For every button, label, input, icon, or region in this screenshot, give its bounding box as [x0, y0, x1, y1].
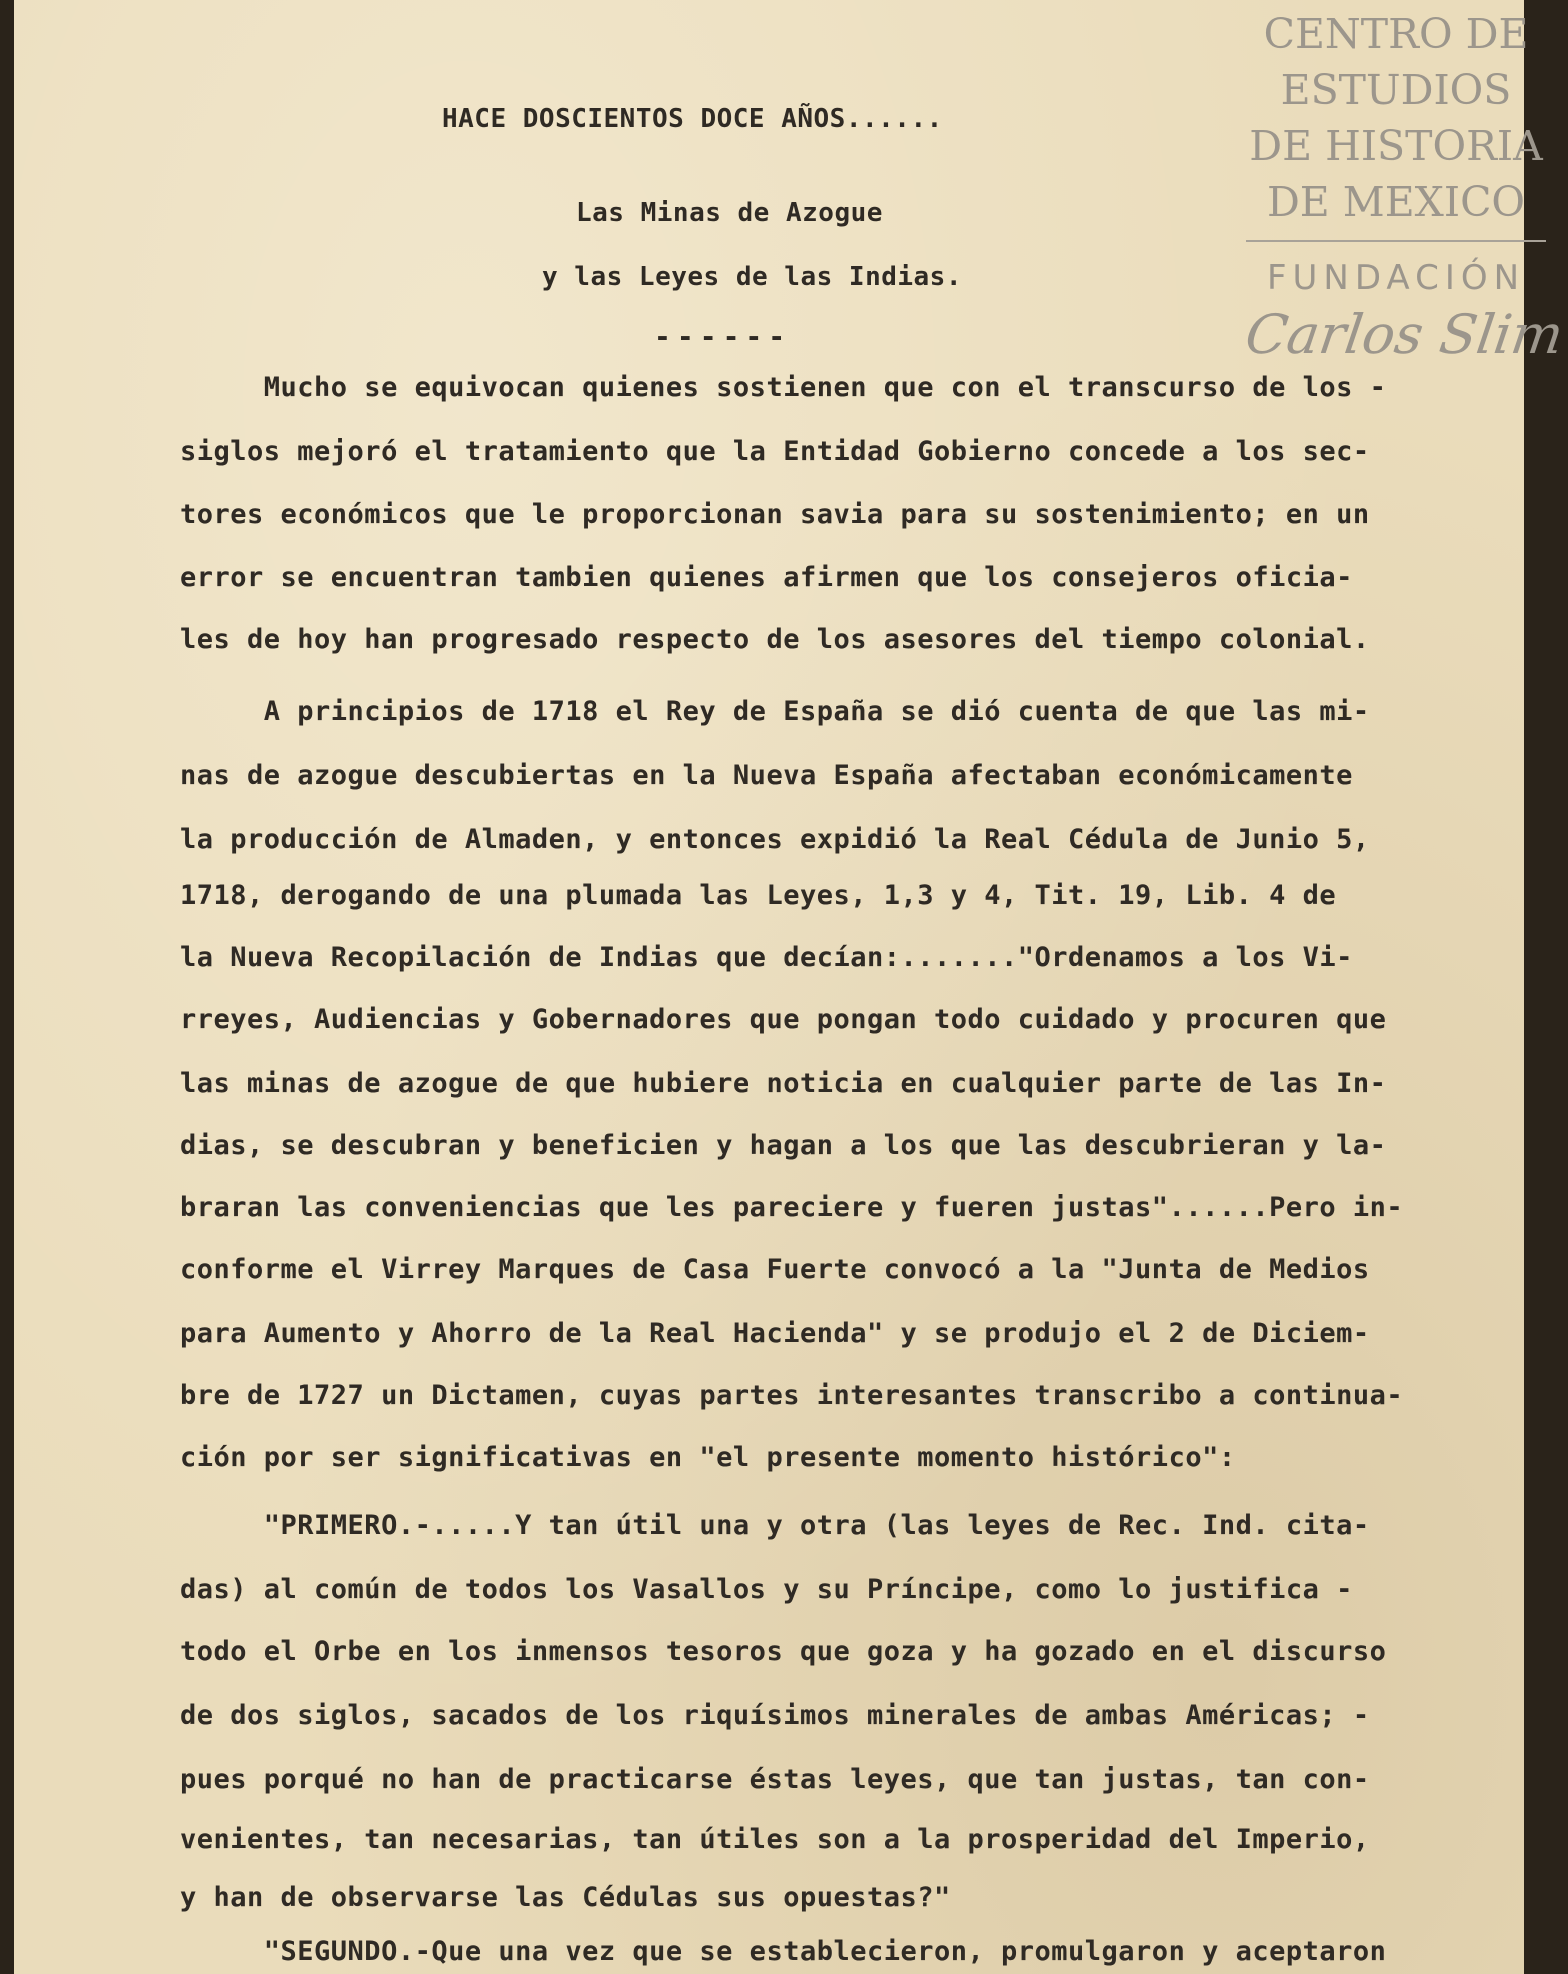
text-line: ción por ser significativas en "el presente momento histórico": [180, 1442, 1236, 1473]
text-line: 1718, derogando de una plumada las Leyes, 1,3 y 4, Tit. 19, Lib. 4 de [180, 880, 1337, 911]
text-line: braran las conveniencias que les pareciere y fueren justas"......Pero in- [180, 1192, 1404, 1223]
text-line: para Aumento y Ahorro de la Real Hacienda" y se produjo el 2 de Diciem- [180, 1318, 1370, 1349]
text-line: error se encuentran tambien quienes afirmen que los consejeros oficia- [180, 562, 1353, 593]
watermark-divider [1246, 240, 1546, 242]
text-line: nas de azogue descubiertas en la Nueva España afectaban económicamente [180, 760, 1353, 791]
text-line: dias, se descubran y beneficien y hagan a los que las descubrieran y la- [180, 1130, 1387, 1161]
text-line: todo el Orbe en los inmensos tesoros que goza y ha gozado en el discurso [180, 1636, 1387, 1667]
text-line: tores económicos que le proporcionan savia para su sostenimiento; en un [180, 499, 1370, 530]
text-line: la Nueva Recopilación de Indias que decían:......."Ordenamos a los Vi- [180, 942, 1353, 973]
watermark-foundation: FUNDACIÓN [1266, 258, 1526, 298]
subtitle-line-1: Las Minas de Azogue [576, 198, 883, 228]
text-line: rreyes, Audiencias y Gobernadores que pongan todo cuidado y procuren que [180, 1004, 1387, 1035]
text-line: pues porqué no han de practicarse éstas leyes, que tan justas, tan con- [180, 1764, 1370, 1795]
text-line: conforme el Virrey Marques de Casa Fuerte convocó a la "Junta de Medios [180, 1254, 1370, 1285]
text-line: das) al común de todos los Vasallos y su Príncipe, como lo justifica - [180, 1574, 1353, 1605]
text-line: bre de 1727 un Dictamen, cuyas partes interesantes transcribo a continua- [180, 1380, 1404, 1411]
watermark-signature: Carlos Slim [1241, 303, 1568, 366]
text-line: las minas de azogue de que hubiere noticia en cualquier parte de las In- [180, 1068, 1387, 1099]
archive-watermark [1241, 6, 1568, 370]
text-line: venientes, tan necesarias, tan útiles son a la prosperidad del Imperio, [180, 1824, 1370, 1855]
text-line: "SEGUNDO.-Que una vez que se establecieron, promulgaron y aceptaron [180, 1936, 1387, 1967]
watermark-line-1: CENTRO DE [1263, 10, 1529, 58]
text-line: y han de observarse las Cédulas sus opuestas?" [180, 1882, 951, 1913]
section-divider: ------ [654, 320, 792, 353]
text-line: la producción de Almaden, y entonces expidió la Real Cédula de Junio 5, [180, 824, 1370, 855]
document-page [14, 0, 1568, 1974]
text-line: Mucho se equivocan quienes sostienen que con el transcurso de los - [180, 372, 1387, 403]
text-line: les de hoy han progresado respecto de los asesores del tiempo colonial. [180, 624, 1370, 655]
watermark-line-2: ESTUDIOS [1280, 66, 1512, 114]
watermark-line-4: DE MEXICO [1266, 178, 1526, 226]
text-line: siglos mejoró el tratamiento que la Entidad Gobierno concede a los sec- [180, 436, 1370, 467]
watermark-line-3: DE HISTORIA [1249, 122, 1543, 170]
text-line: A principios de 1718 el Rey de España se dió cuenta de que las mi- [180, 696, 1370, 727]
text-line: "PRIMERO.-.....Y tan útil una y otra (las leyes de Rec. Ind. cita- [180, 1510, 1370, 1541]
subtitle-line-2: y las Leyes de las Indias. [542, 262, 962, 292]
page-title: HACE DOSCIENTOS DOCE AÑOS...... [442, 104, 943, 134]
text-line: de dos siglos, sacados de los riquísimos minerales de ambas Américas; - [180, 1700, 1370, 1731]
